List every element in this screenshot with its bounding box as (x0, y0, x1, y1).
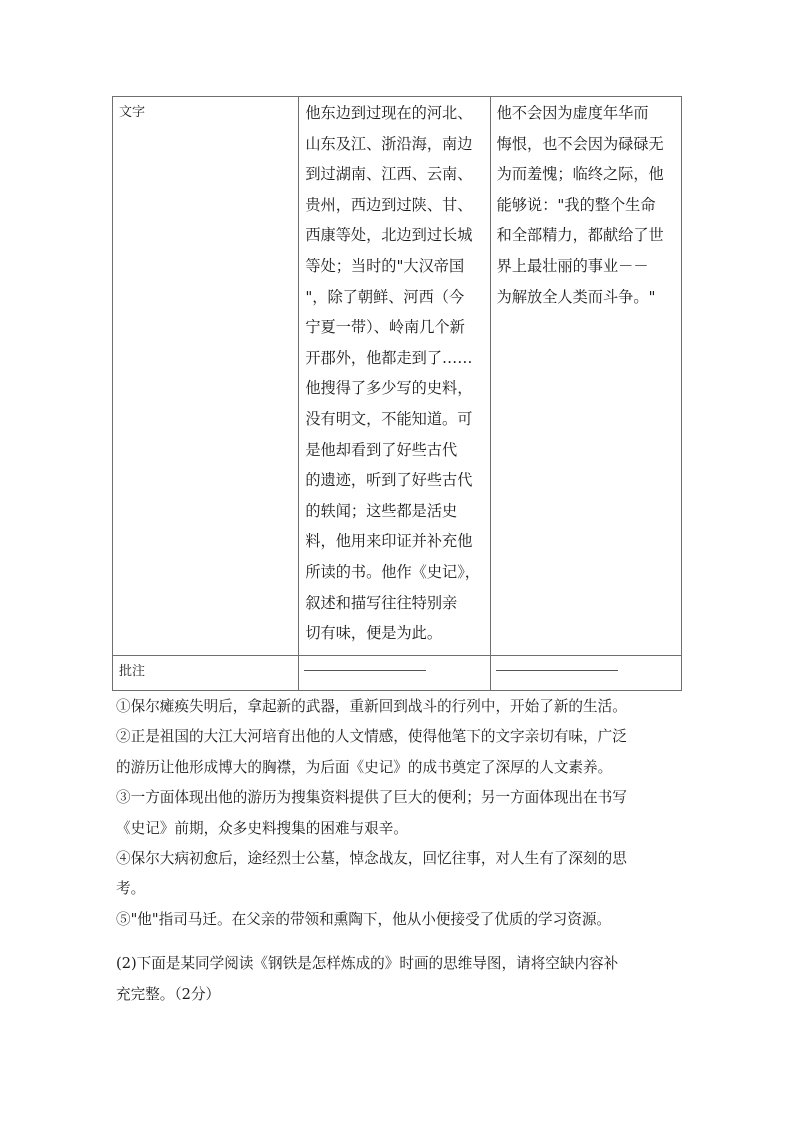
passage-line: 贵州，西边到过陕、甘、 (305, 195, 473, 214)
option-3: ③一方面体现出他的游历为搜集资料提供了巨大的便利；另一方面体现出在书写 (116, 789, 627, 807)
comparison-table (112, 96, 682, 691)
option-4-cont: 考。 (116, 880, 146, 898)
passage-line: 是他却看到了好些古代 (305, 440, 458, 459)
passage-line: 切有味，便是为此。 (305, 624, 442, 643)
passage-line: 他不会因为虚度年华而 (496, 104, 649, 122)
option-2-cont: 的游历让他形成博大的胸襟，为后面《史记》的成书奠定了深厚的人文素养。 (116, 758, 613, 776)
passage-line: 能够说："我的整个生命 (496, 195, 656, 214)
annotation-blank-1 (299, 655, 490, 690)
passage-line: 的遗迹，听到了好些古代 (305, 471, 473, 490)
answer-blank-line (304, 669, 426, 671)
option-5: ⑤"他"指司马迁。在父亲的带领和熏陶下，他从小便接受了优质的学习资源。 (116, 910, 612, 928)
passage-line: 西康等处，北边到过长城 (305, 226, 473, 245)
annotation-row (113, 655, 682, 690)
passage-sima-qian (299, 97, 490, 656)
option-1: ①保尔瘫痪失明后，拿起新的武器，重新回到战斗的行列中，开始了新的生活。 (116, 698, 627, 715)
passage-line: 他搜得了多少写的史料， (305, 379, 473, 398)
passage-line: "，除了朝鲜、河西（今 (305, 287, 465, 306)
row-label-annotation: 批注 (113, 655, 299, 690)
passage-line: 界上最壮丽的事业－－ (496, 256, 649, 275)
annotation-blank-2 (490, 655, 681, 690)
passage-line: 他东边到过现在的河北、 (305, 104, 473, 122)
option-4: ④保尔大病初愈后，途经烈士公墓，悼念战友，回忆往事，对人生有了深刻的思 (116, 850, 627, 868)
passage-line: 到过湖南、江西、云南、 (305, 165, 473, 184)
question-2 (116, 949, 686, 1010)
passage-paul (490, 97, 681, 656)
passage-line: 开郡外，他都走到了…… (305, 348, 473, 367)
row-label-text: 文字 (113, 97, 299, 656)
passage-line: 和全部精力，都献给了世 (496, 226, 664, 245)
passage-line: 宁夏一带）、岭南几个新 (305, 318, 465, 337)
question-line: 充完整。（2分） (116, 985, 221, 1003)
passage-line: 为而羞愧；临终之际，他 (496, 165, 664, 184)
passage-line: 山东及江、浙沿海，南边 (305, 134, 473, 153)
passage-line: 悔恨，也不会因为碌碌无 (496, 134, 664, 153)
passage-line: 等处；当时的"大汉帝国 (305, 256, 465, 275)
question-line: (2)下面是某同学阅读《钢铁是怎样炼成的》时画的思维导图，请将空缺内容补 (116, 955, 619, 972)
answer-blank-line (496, 669, 618, 671)
option-2: ②正是祖国的大江大河培育出他的人文情感，使得他笔下的文字亲切有味，广泛 (116, 728, 627, 746)
passage-line: 所读的书。他作《史记》， (305, 562, 480, 581)
passage-line: 料，他用来印证并补充他 (305, 532, 473, 551)
text-row (113, 97, 682, 656)
answer-options (116, 692, 686, 935)
passage-line: 叙述和描写往往特别亲 (305, 593, 458, 612)
passage-line: 为解放全人类而斗争。" (496, 287, 656, 306)
passage-line: 的轶闻；这些都是活史 (305, 501, 458, 520)
passage-line: 没有明文，不能知道。可 (305, 409, 473, 428)
option-3-cont: 《史记》前期，众多史料搜集的困难与艰辛。 (116, 819, 408, 837)
